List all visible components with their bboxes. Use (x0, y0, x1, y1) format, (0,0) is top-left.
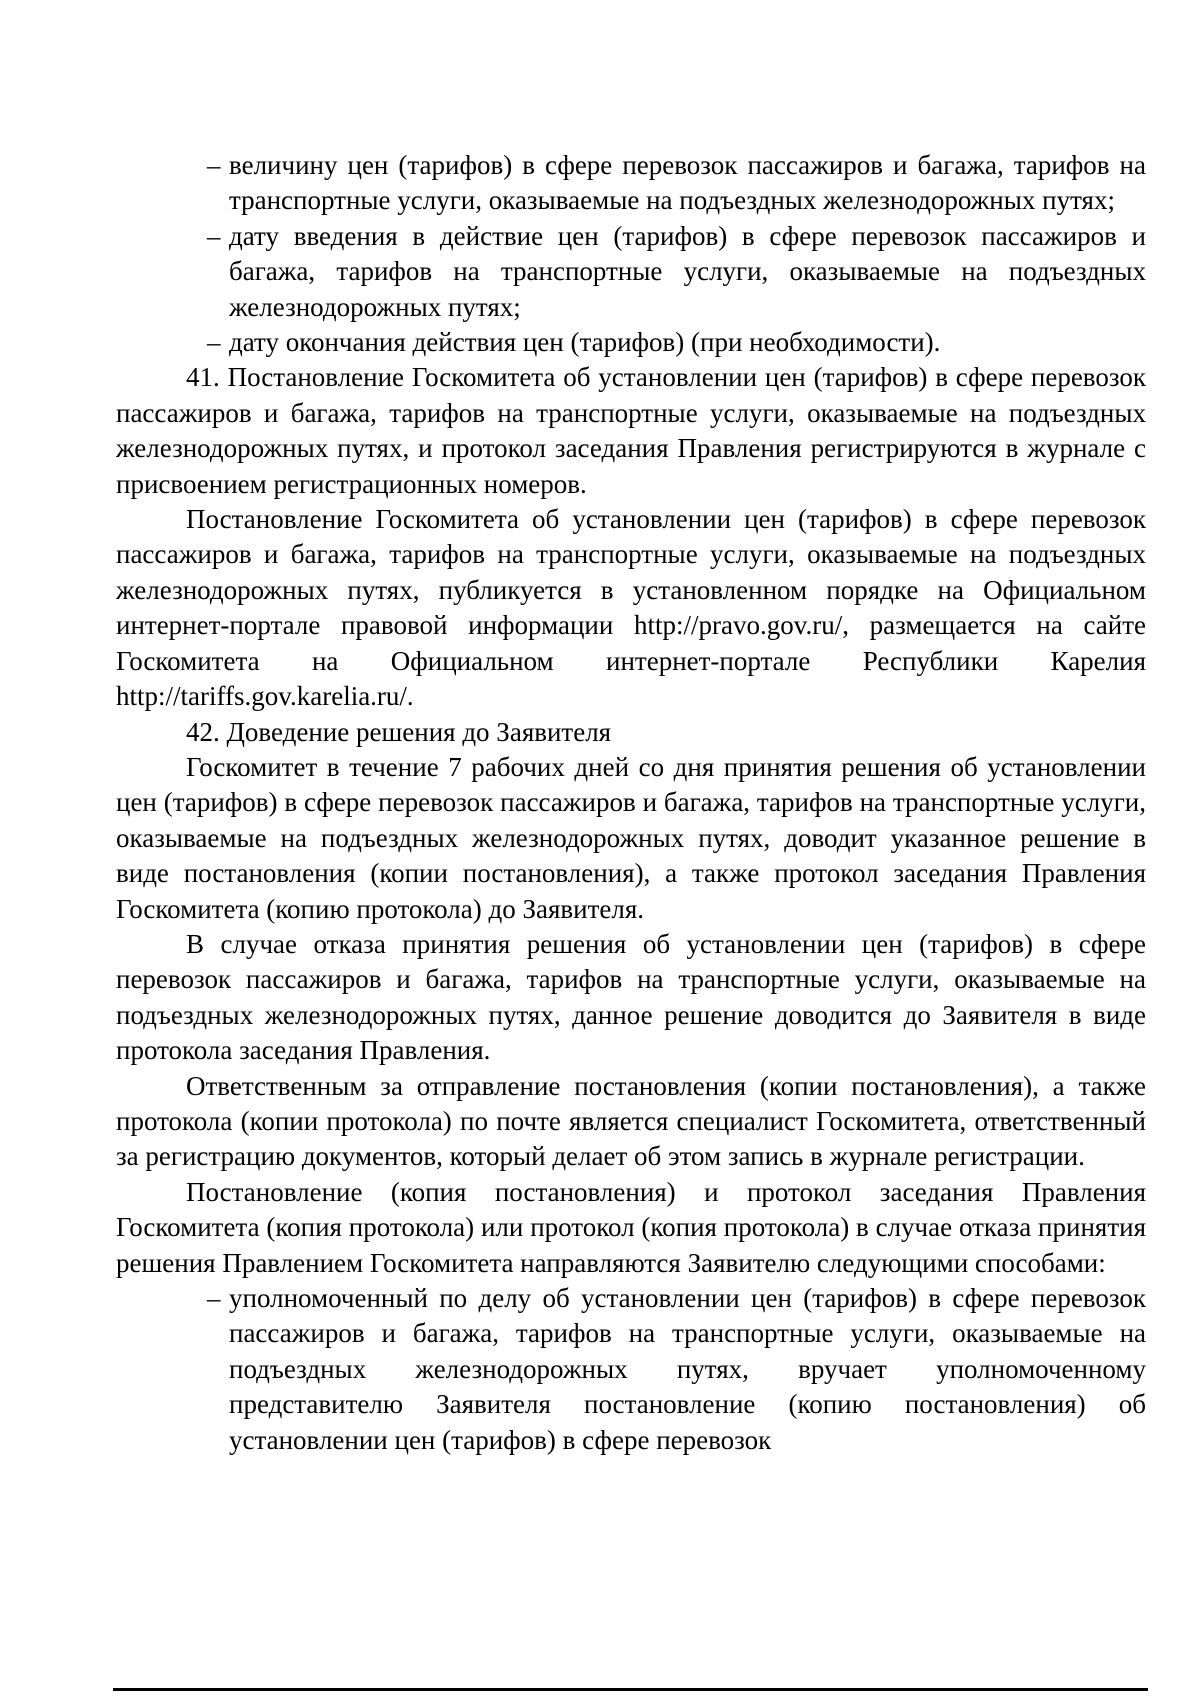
list-item (207, 1281, 1146, 1458)
paragraph-refusal: В случае отказа принятия решения об установлении цен (тарифов) в сфере перевозок пассажиров и багажа, тарифов на транспортные услуги, оказываемые на подъездных железнодорожных путях, данное решение доводится до Заявителя в виде протокола заседания Правления. (116, 928, 1146, 1066)
list-item-text: уполномоченный по делу об установлении цен (тарифов) в сфере перевозок пассажиров и багажа, тарифов на транспортные услуги, оказываемые на подъездных железнодорожных путях, вручает уполномоченному представителю Заявителя постановление (копию постановления) об установлении цен (тарифов) в сфере перевозок (229, 1283, 1146, 1455)
list-dash: – (207, 150, 221, 180)
list-item (207, 148, 1146, 219)
paragraph-methods: Постановление (копия постановления) и протокол заседания Правления Госкомитета (копия протокола) или протокол (копия протокола) в случае отказа принятия решения Правлением Госкомитета направляются Заявителю следующими способами: (116, 1176, 1146, 1278)
list-item-text: дату введения в действие цен (тарифов) в сфере перевозок пассажиров и багажа, тарифов на транспортные услуги, оказываемые на подъездных железнодорожных путях; (229, 220, 1146, 322)
list-item (207, 219, 1146, 325)
list-item-text: дату окончания действия цен (тарифов) (при необходимости). (229, 327, 941, 358)
paragraph-publication: Постановление Госкомитета об установлении цен (тарифов) в сфере перевозок пассажиров и багажа, тарифов на транспортные услуги, оказываемые на подъездных железнодорожных путях, публикуется в установленном порядке на Официальном интернет-портале правовой информации http://pravo.gov.ru/, размещается на сайте Госкомитета на Официальном интернет-портале Республики Карелия http://tariffs.gov.karelia.ru/. (116, 504, 1146, 712)
list-dash: – (207, 1283, 221, 1313)
paragraph-41: 41. Постановление Госкомитета об установлении цен (тарифов) в сфере перевозок пассажиров и багажа, тарифов на транспортные услуги, оказываемые на подъездных железнодорожных путях, и протокол заседания Правления регистрируются в журнале с присвоением регистрационных номеров. (116, 362, 1146, 499)
list-item (207, 325, 1146, 360)
paragraph-responsible: Ответственным за отправление постановления (копии постановления), а также протокола (копии протокола) по почте является специалист Госкомитета, ответственный за регистрацию документов, который делает об этом запись в журнале регистрации. (116, 1070, 1146, 1172)
document-body (116, 148, 1146, 1458)
list-item-text: величину цен (тарифов) в сфере перевозок пассажиров и багажа, тарифов на транспортные услуги, оказываемые на подъездных железнодорожных путях; (229, 150, 1146, 216)
paragraph-delivery-term: Госкомитет в течение 7 рабочих дней со дня принятия решения об установлении цен (тарифов) в сфере перевозок пассажиров и багажа, тарифов на транспортные услуги, оказываемые на подъездных железнодорожных путях, доводит указанное решение в виде постановления (копии постановления), а также протокол заседания Правления Госкомитета (копию протокола) до Заявителя. (116, 751, 1146, 924)
section-heading-42: 42. Доведение решения до Заявителя (186, 716, 612, 747)
list-dash: – (207, 327, 221, 358)
footer-rule (113, 1688, 1148, 1691)
list-dash: – (207, 220, 221, 251)
